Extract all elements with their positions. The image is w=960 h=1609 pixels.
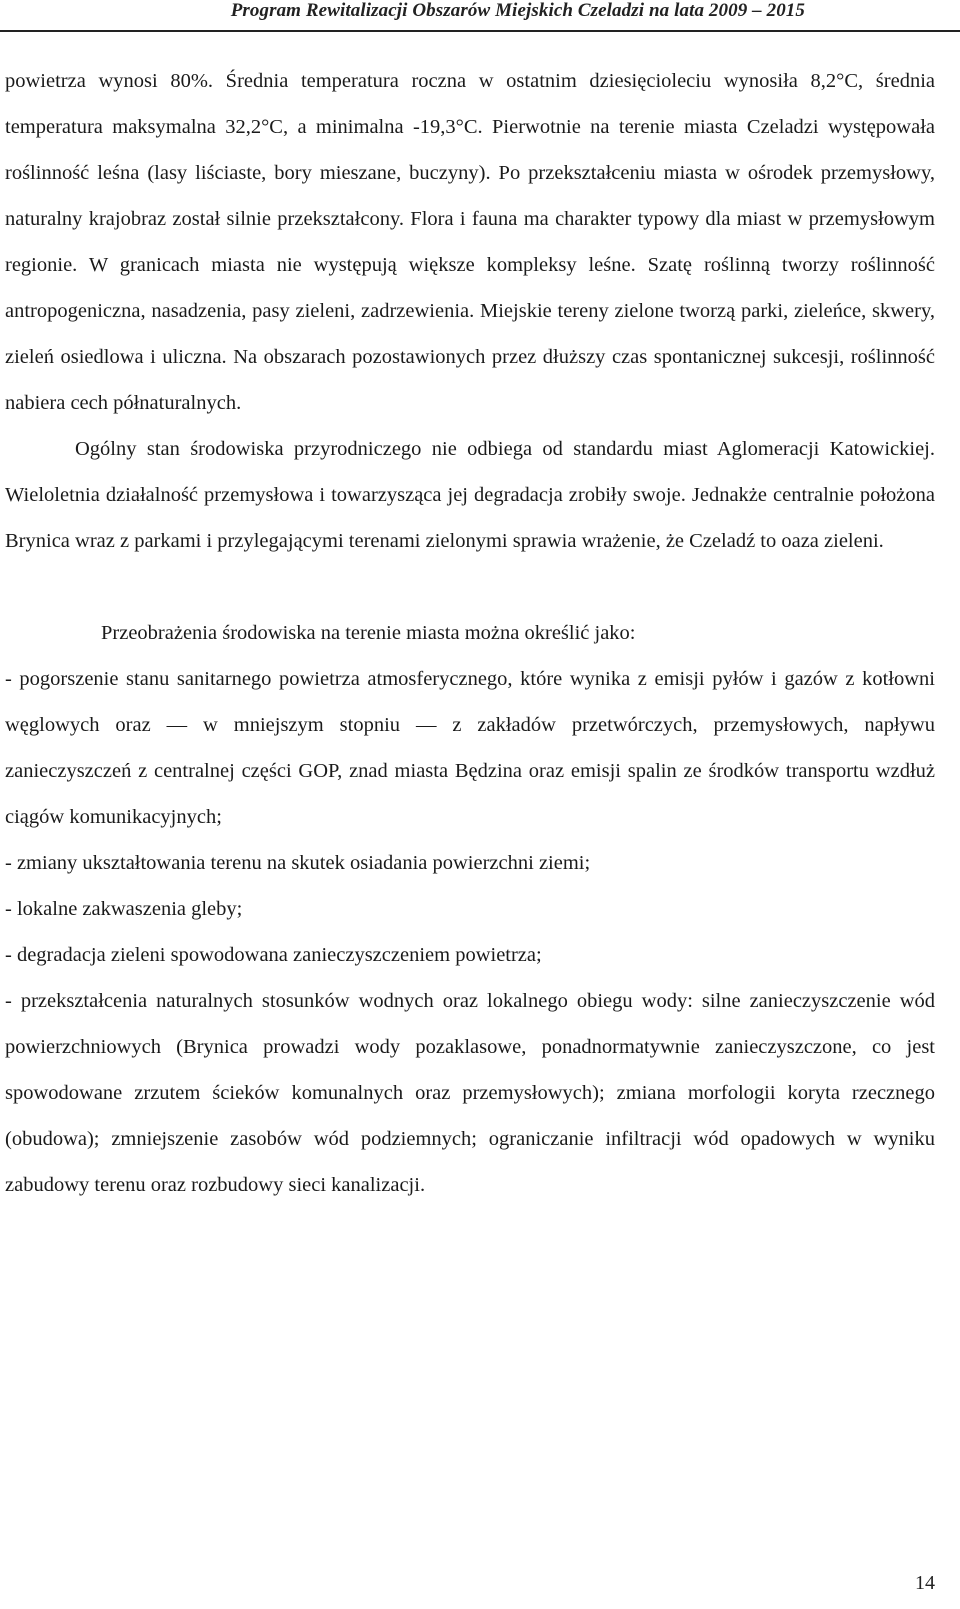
paragraph-climate-flora: powietrza wynosi 80%. Średnia temperatura roczna w ostatnim dziesięcioleciu wynosiła 8,2°C, średnia temperatura maksymalna 32,2°C, a minimalna -19,3°C. Pierwotnie na terenie miasta Czeladzi występowała roślinność leśna (lasy liściaste, bory mieszane, buczyny). Po przekształceniu miasta w ośrodek przemysłowy, naturalny krajobraz został silnie przekształcony. Flora i fauna ma charakter typowy dla miast w przemysłowym regionie. W granicach miasta nie występują większe kompleksy leśne. Szatę roślinną tworzy roślinność antropogeniczna, nasadzenia, pasy zieleni, zadrzewienia. Miejskie tereny zielone tworzą parki, zieleńce, skwery, zieleń osiedlowa i uliczna. Na obszarach pozostawionych przez dłuższy czas spontanicznej sukcesji, roślinność nabiera cech półnaturalnych. — [5, 70, 935, 414]
header-divider — [0, 30, 960, 32]
list-item-water-relations: - przekształcenia naturalnych stosunków wodnych oraz lokalnego obiegu wody: silne zanieczyszczenie wód powierzchniowych (Brynica prowadzi wody pozaklasowe, ponadnormatywnie zanieczyszczone, co jest spowodowane zrzutem ścieków komunalnych oraz przemysłowych); zmiana morfologii koryta rzecznego (obudowa); zmniejszenie zasobów wód podziemnych; ograniczanie infiltracji wód opadowych w wyniku zabudowy terenu oraz rozbudowy sieci kanalizacji. — [5, 990, 935, 1196]
paragraph-spacer — [5, 564, 935, 610]
list-item-terrain-changes: - zmiany ukształtowania terenu na skutek osiadania powierzchni ziemi; — [5, 852, 591, 874]
list-item-greenery-degradation: - degradacja zieleni spowodowana zanieczyszczeniem powietrza; — [5, 944, 542, 966]
document-title: Program Rewitalizacji Obszarów Miejskich Czeladzi na lata 2009 – 2015 — [230, 0, 805, 21]
list-item-air-pollution: - pogorszenie stanu sanitarnego powietrza atmosferycznego, które wynika z emisji pyłów i gazów z kotłowni węglowych oraz — w mniejszym stopniu — z zakładów przetwórczych, przemysłowych, napływu zanieczyszczeń z centralnej części GOP, znad miasta Będzina oraz emisji spalin ze środków transportu wzdłuż ciągów komunikacyjnych; — [5, 668, 935, 828]
page-header — [0, 0, 960, 36]
page-content — [5, 58, 935, 1208]
list-intro: Przeobrażenia środowiska na terenie miasta można określić jako: — [101, 622, 636, 644]
list-item-soil-acidification: - lokalne zakwaszenia gleby; — [5, 898, 243, 920]
page-number: 14 — [915, 1572, 935, 1594]
paragraph-environment-state: Ogólny stan środowiska przyrodniczego nie odbiega od standardu miast Aglomeracji Katowickiej. Wieloletnia działalność przemysłowa i towarzysząca jej degradacja zrobiły swoje. Jednakże centralnie położona Brynica wraz z parkami i przylegającymi terenami zielonymi sprawia wrażenie, że Czeladź to oaza zieleni. — [5, 438, 935, 552]
